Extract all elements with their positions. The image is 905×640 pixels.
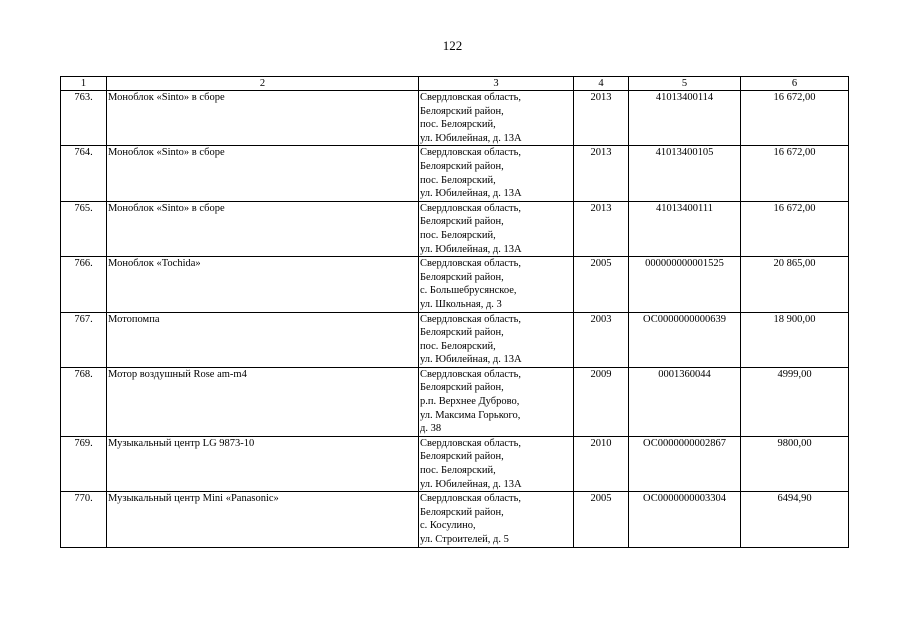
item-address [419,257,574,312]
row-number: 763. [61,91,107,146]
address-line: Белоярский район, [420,271,504,283]
column-header-5: 5 [629,77,741,91]
column-header-1: 1 [61,77,107,91]
address-line: ул. Юбилейная, д. 13А [420,188,522,200]
item-name: Музыкальный центр LG 9873-10 [107,436,419,491]
item-year: 2013 [574,201,629,256]
table-row [61,312,849,367]
item-name: Моноблок «Tochida» [107,257,419,312]
table-row [61,492,849,547]
table-body [61,91,849,548]
item-address [419,91,574,146]
item-cost: 16 672,00 [741,146,849,201]
table-row [61,201,849,256]
property-registry-table [60,76,849,548]
address-line: пос. Белоярский, [420,340,496,352]
item-address [419,312,574,367]
address-line: Свердловская область, [420,437,522,449]
inventory-number: 0001360044 [629,367,741,436]
address-line: с. Косулино, [420,520,476,532]
column-header-2: 2 [107,77,419,91]
address-line: Свердловская область, [420,147,522,159]
item-name: Музыкальный центр Mini «Panasonic» [107,492,419,547]
item-name: Мотопомпа [107,312,419,367]
item-cost: 18 900,00 [741,312,849,367]
item-address [419,201,574,256]
item-year: 2003 [574,312,629,367]
address-line: пос. Белоярский, [420,465,496,477]
item-year: 2009 [574,367,629,436]
item-year: 2005 [574,492,629,547]
column-header-3: 3 [419,77,574,91]
inventory-number: 41013400114 [629,91,741,146]
address-line: Белоярский район, [420,216,504,228]
item-name: Мотор воздушный Rose am-m4 [107,367,419,436]
item-year: 2013 [574,91,629,146]
table-header-row [61,77,849,91]
address-line: Свердловская область, [420,368,522,380]
inventory-number: 41013400111 [629,201,741,256]
address-line: Свердловская область, [420,92,522,103]
item-cost: 16 672,00 [741,91,849,146]
row-number: 766. [61,257,107,312]
item-address [419,492,574,547]
inventory-number: ОС0000000000639 [629,312,741,367]
inventory-number: 41013400105 [629,146,741,201]
address-line: Белоярский район, [420,327,504,339]
item-cost: 4999,00 [741,367,849,436]
address-line: ул. Юбилейная, д. 13А [420,478,522,490]
address-line: Белоярский район, [420,506,504,518]
column-header-6: 6 [741,77,849,91]
item-address [419,436,574,491]
inventory-number: 000000000001525 [629,257,741,312]
item-cost: 6494,90 [741,492,849,547]
address-line: Свердловская область, [420,313,522,325]
table-row [61,257,849,312]
page-number: 122 [442,38,463,53]
item-cost: 16 672,00 [741,201,849,256]
address-line: Белоярский район, [420,160,504,172]
item-year: 2013 [574,146,629,201]
column-header-4: 4 [574,77,629,91]
address-line: с. Большебрусянское, [420,285,517,297]
item-address [419,146,574,201]
address-line: пос. Белоярский, [420,119,496,131]
address-line: ул. Юбилейная, д. 13А [420,132,522,144]
row-number: 764. [61,146,107,201]
address-line: р.п. Верхнее Дуброво, [420,396,520,408]
row-number: 768. [61,367,107,436]
item-name: Моноблок «Sinto» в сборе [107,201,419,256]
row-number: 767. [61,312,107,367]
inventory-number: ОС0000000003304 [629,492,741,547]
address-line: Свердловская область, [420,258,522,270]
table-row [61,91,849,146]
address-line: ул. Юбилейная, д. 13А [420,354,522,366]
inventory-number: ОС0000000002867 [629,436,741,491]
item-address [419,367,574,436]
table-row [61,367,849,436]
address-line: д. 38 [420,423,442,435]
table-row [61,436,849,491]
address-line: пос. Белоярский, [420,229,496,241]
address-line: ул. Максима Горького, [420,409,521,421]
item-year: 2005 [574,257,629,312]
address-line: пос. Белоярский, [420,174,496,186]
row-number: 770. [61,492,107,547]
address-line: Свердловская область, [420,202,522,214]
address-line: Свердловская область, [420,493,522,505]
item-cost: 9800,00 [741,436,849,491]
row-number: 765. [61,201,107,256]
address-line: Белоярский район, [420,451,504,463]
item-year: 2010 [574,436,629,491]
address-line: ул. Школьная, д. 3 [420,298,502,310]
row-number: 769. [61,436,107,491]
item-cost: 20 865,00 [741,257,849,312]
table-row [61,146,849,201]
address-line: Белоярский район, [420,105,504,117]
item-name: Моноблок «Sinto» в сборе [107,91,419,146]
address-line: Белоярский район, [420,382,504,394]
address-line: ул. Юбилейная, д. 13А [420,243,522,255]
item-name: Моноблок «Sinto» в сборе [107,146,419,201]
address-line: ул. Строителей, д. 5 [420,534,509,545]
